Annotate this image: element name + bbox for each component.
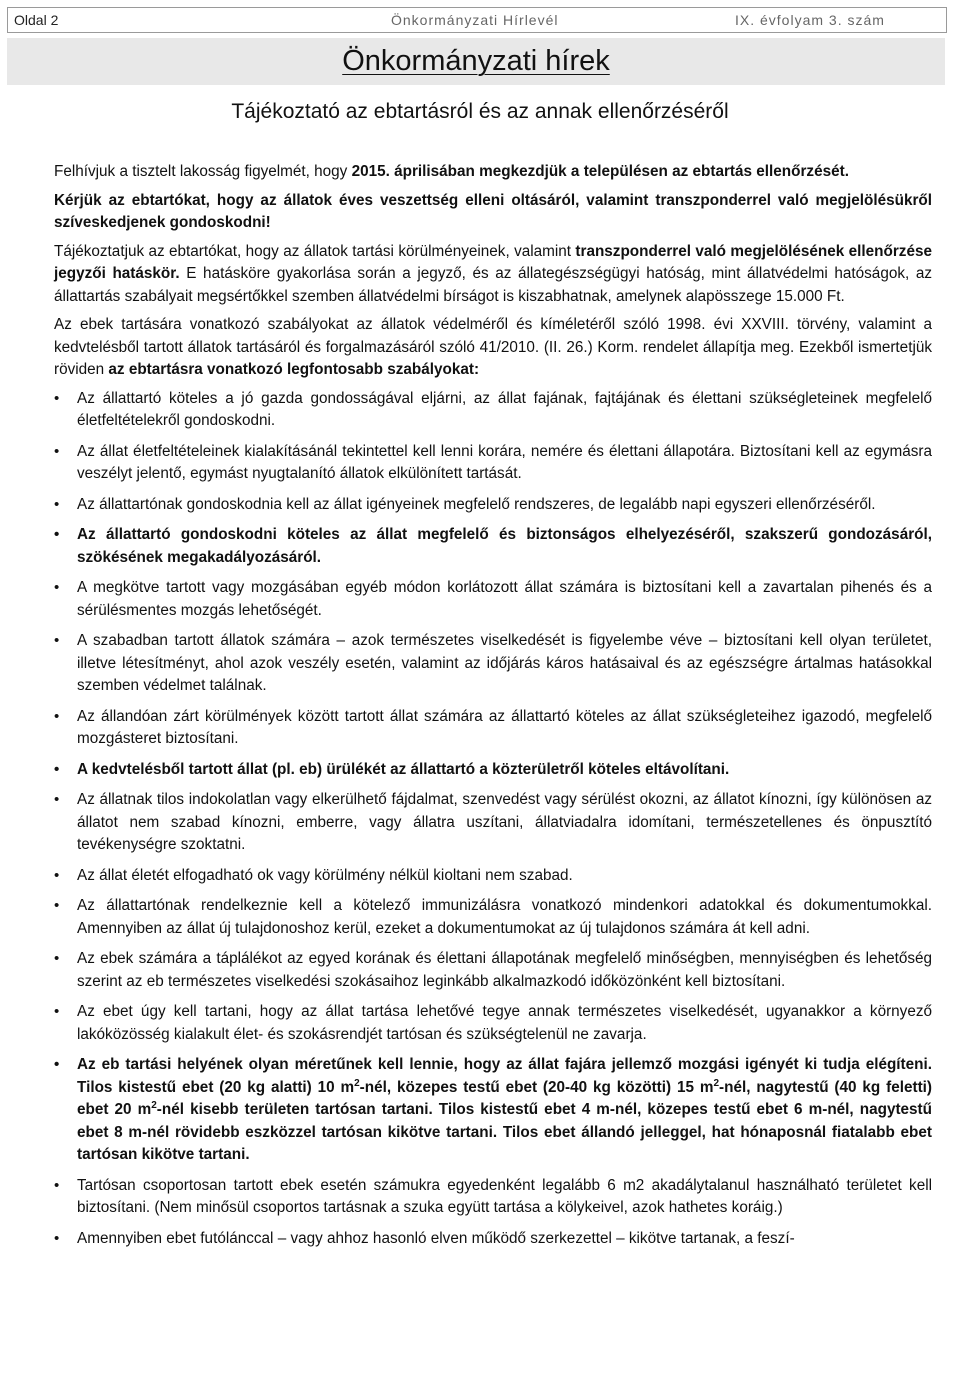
list-item-text: Amennyiben ebet futólánccal – vagy ahhoz hasonló elven működő szerkezettel – kikötve tartanak, a feszí- (77, 1229, 795, 1247)
list-item (54, 759, 932, 782)
list-item (54, 895, 932, 940)
list-item-text: Tartósan csoportosan tartott ebek esetén számukra egyedenként legalább 6 m2 akadálytalanul használható területet kell biztosítani. (Nem minősül csoportos tartásnak a szuka együtt tartása a kölykeivel, azok hathetes koráig.) (77, 1176, 932, 1216)
bullet-icon: • (54, 950, 60, 967)
paragraph-text: Az ebek tartására vonatkozó szabályokat az állatok védelméről és kíméletéről szóló 1998. évi XXVIII. törvény, valamint a kedvtelésből tartott állatok tartásáról és forgalmazásáról szóló 41/2010. (II. 26.) Korm. rendelet állapítja meg. Ezekből ismertetjük röviden (54, 316, 932, 378)
list-item (54, 789, 932, 857)
list-item (54, 1054, 932, 1167)
paragraph-announcement (54, 161, 932, 184)
bullet-icon: • (54, 866, 60, 884)
list-item-text: Az állat életét elfogadható ok vagy körülmény nélkül kioltani nem szabad. (77, 866, 573, 884)
list-item-text: -nél, nagytestű (40 kg feletti) ebet 20 m (77, 1078, 933, 1118)
bullet-icon: • (54, 760, 60, 778)
page-header (7, 7, 947, 33)
paragraph-text: E hatásköre gyakorlása során a jegyző, és az állategészségügyi hatóság, mint állatvédelmi hatóságok, az állattartás szabályait megsértőkkel szemben állatvédelmi bírságot is kiszabhatnak, amelynek alapösszege 15.000 Ft. (54, 265, 932, 305)
paragraph-request: Kérjük az ebtartókat, hogy az állatok éves veszettség elleni oltásáról, valamint transzponderrel való megjelölésükről szíveskedjenek gondoskodni! (54, 191, 932, 231)
list-item-text: -nél kisebb területen tartósan tartani. Tilos kistestű ebet 4 m-nél, közepes testű ebet 6 m-nél, nagytestű ebet 8 m-nél rövidebb eszközzel tartósan kikötve tartani. Tilos ebet állandó jelleggel, hat hónaposnál fiatalabb ebet tartósan kikötve tartani. (77, 1101, 932, 1163)
superscript: 2 (713, 1077, 720, 1089)
list-item (54, 524, 932, 569)
bullet-icon: • (54, 632, 60, 649)
bullet-icon: • (54, 897, 60, 914)
list-item (54, 630, 932, 698)
article-title: Tájékoztató az ebtartásról és az annak ellenőrzéséről (231, 100, 729, 123)
bullet-icon: • (54, 791, 60, 808)
list-item (54, 706, 932, 751)
list-item-text: Az állattartónak gondoskodnia kell az állat igényeinek megfelelő rendszeres, de legalább napi egyszeri ellenőrzéséről. (77, 495, 876, 513)
list-item-text: Az állandóan zárt körülmények között tartott állat számára az állattartó köteles az állat szükségleteihez igazodó, megfelelő mozgásteret biztosítani. (77, 707, 932, 747)
list-item-text: A megkötve tartott vagy mozgásában egyéb módon korlátozott állat számára is biztosítani kell a zavartalan pihenés és a sérülésmentes mozgás lehetőségét. (77, 579, 932, 619)
publication-name: Önkormányzati Hírlevél (391, 12, 559, 28)
list-item (54, 1001, 932, 1046)
paragraph-text: Tájékoztatjuk az ebtartókat, hogy az állatok tartási körülményeinek, valamint (54, 242, 576, 260)
bullet-icon: • (54, 707, 60, 725)
paragraph-text: Felhívjuk a tisztelt lakosság figyelmét, hogy (54, 163, 352, 180)
list-item-text: Az állat életfeltételeinek kialakításánál tekintettel kell lenni korára, nemére és élettani állapotára. Biztosítani kell az egymásra veszélyt jelentő, egymást nyugtalanító állatok elkülönített tartását. (77, 442, 932, 482)
list-item-text: Az eb tartási helyének olyan méretűnek kell lennie, hogy az állat fajára jellemző mozgási igényét ki tudja elégíteni. Tilos kistestű ebet (20 kg alatti) 10 m (77, 1056, 932, 1096)
bullet-icon: • (54, 1056, 60, 1073)
section-banner (7, 38, 945, 85)
list-item (54, 441, 932, 486)
list-item (54, 577, 932, 622)
bullet-icon: • (54, 579, 60, 596)
list-item-text: Az ebet úgy kell tartani, hogy az állat tartása lehetővé tegye annak természetes viselkedését, ugyanakkor a környező lakóközösség kialakult élet- és szokásrendjét tartósan és szükségtelenül ne zavarja. (77, 1003, 932, 1043)
list-item-text: Az állattartó köteles a jó gazda gondosságával eljárni, az állat fajának, fajtájának és élettani szükségleteinek megfelelő életfeltételekről gondoskodni. (77, 389, 932, 429)
bullet-icon: • (54, 1176, 60, 1194)
bullet-icon: • (54, 389, 60, 407)
volume-issue: IX. évfolyam 3. szám (735, 12, 885, 28)
bullet-icon: • (54, 495, 60, 513)
section-title: Önkormányzati hírek (342, 45, 610, 77)
list-item-text: A kedvtelésből tartott állat (pl. eb) ürülékét az állattartó a közterületről köteles eltávolítani. (77, 760, 730, 778)
list-item-text: Az állatnak tilos indokolatlan vagy elkerülhető fájdalmat, szenvedést vagy sérülést okozni, az állatot kínozni, így különösen az állatot nem szabad kínozni, emberre, vagy állatra uszítani, állatviadalra idomítani, természetellenes és önpusztító tevékenységre szoktatni. (77, 791, 932, 853)
page-number: Oldal 2 (14, 12, 59, 28)
paragraph-legislation (54, 314, 932, 382)
bullet-icon: • (54, 1229, 60, 1247)
superscript: 2 (354, 1077, 360, 1089)
paragraph-text-bold: az ebtartásra vonatkozó legfontosabb szabályokat: (108, 361, 480, 378)
list-item (54, 948, 932, 993)
list-item (54, 388, 932, 433)
superscript: 2 (151, 1099, 157, 1111)
article-body (54, 161, 932, 1258)
list-item (54, 494, 932, 517)
rules-list (54, 388, 932, 1251)
bullet-icon: • (54, 1003, 60, 1020)
list-item-text: Az ebek számára a táplálékot az egyed korának és élettani állapotának megfelelő minőségben, mennyiségben és lehetőség szerint az eb természetes viselkedési szokásaihoz leginkább alkalmazkodó időközönként kell biztosítani. (77, 950, 932, 990)
bullet-icon: • (54, 442, 60, 460)
paragraph-authority (54, 241, 932, 309)
list-item-text: -nél, közepes testű ebet (20-40 kg közötti) 15 m (359, 1078, 714, 1096)
paragraph-text-bold: transzponderrel való megjelölésének ellenőrzése jegyzői hatáskör. (54, 242, 932, 282)
paragraph-text-bold: 2015. áprilisában megkezdjük a településen az ebtartás ellenőrzését. (351, 163, 849, 180)
list-item-text: Az állattartónak rendelkeznie kell a kötelező immunizálásra vonatkozó mindenkori adatokkal és dokumentumokkal. Amennyiben az állat új tulajdonoshoz kerül, ezeket a dokumentumokat az új tulajdonos számára át kell adni. (77, 897, 932, 937)
list-item-text: Az állattartó gondoskodni köteles az állat megfelelő és biztonságos elhelyezéséről, szakszerű gondozásáról, szökésének megakadályozásáról. (77, 526, 932, 566)
list-item (54, 865, 932, 888)
list-item (54, 1228, 932, 1251)
list-item (54, 1175, 932, 1220)
bullet-icon: • (54, 526, 60, 543)
list-item-text: A szabadban tartott állatok számára – azok természetes viselkedését is figyelembe véve – biztosítani kell olyan területet, illetve létesítményt, ahol azok veszély esetén, valamint az időjárás káros hatásaival és az egészségre ártalmas hatásokkal szemben védelmet találnak. (77, 632, 932, 694)
